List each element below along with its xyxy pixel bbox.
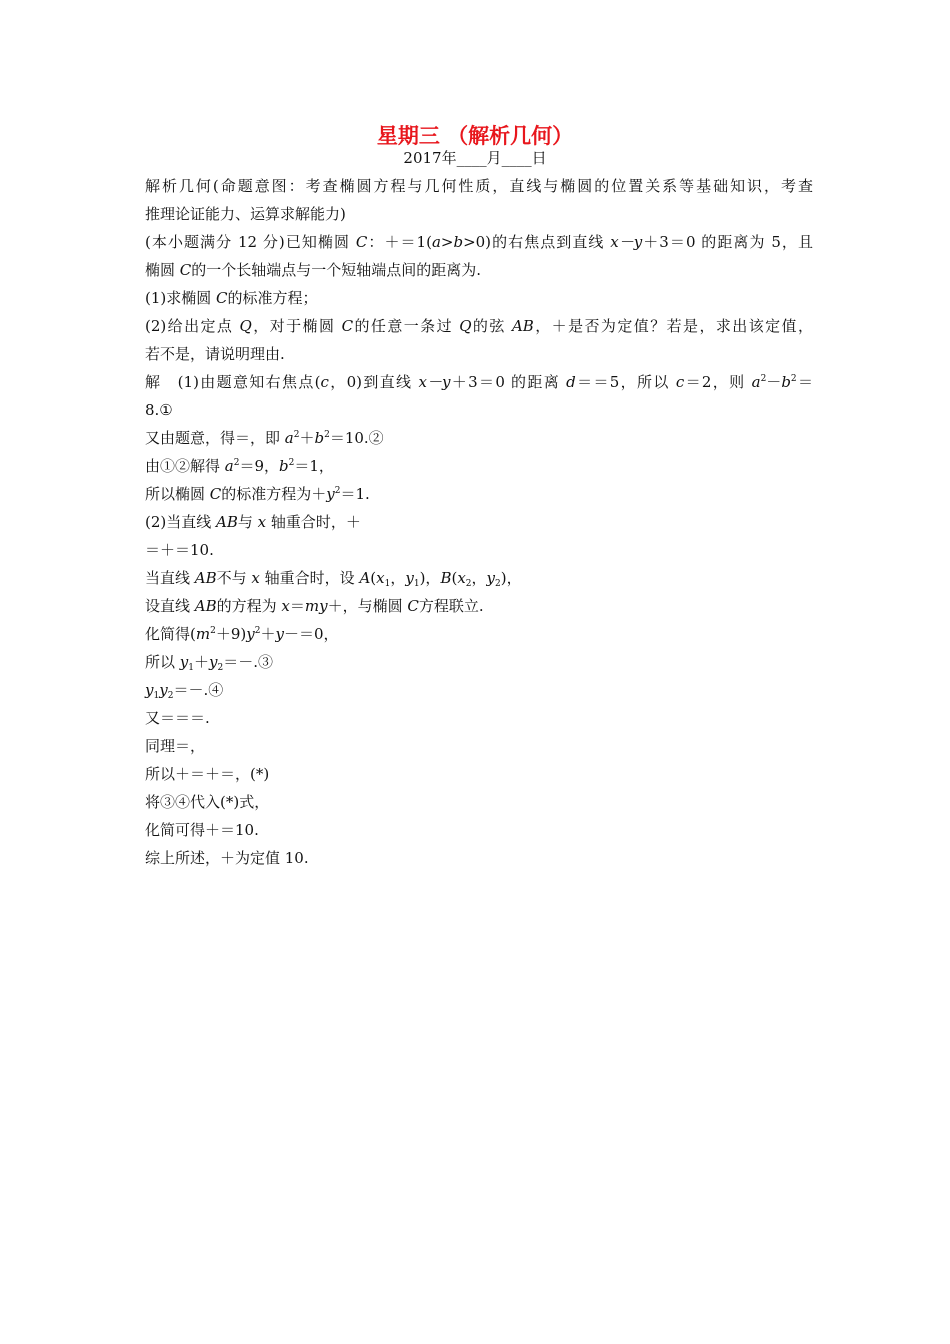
text: (1)求椭圆 (145, 289, 217, 307)
exponent: 2 (254, 626, 261, 636)
text: ＋3＝0 的距离为 5，且 (642, 233, 813, 251)
math-var: AB (194, 569, 217, 587)
math-var: a (224, 457, 234, 475)
solution-line-2 (145, 396, 813, 424)
solution-line-16 (145, 788, 813, 816)
math-var: y (145, 681, 154, 699)
exponent: 2 (334, 486, 341, 496)
text: ， (471, 569, 487, 587)
text: 所以 (145, 653, 180, 671)
text: )， (500, 569, 522, 587)
math-var: y (209, 653, 218, 671)
math-var: c (675, 373, 685, 391)
solution-line-11 (145, 648, 813, 676)
text: 设直线 (145, 597, 195, 615)
exponent: 2 (324, 430, 330, 440)
solution-line-3 (145, 424, 813, 452)
text: 若不是，请说明理由. (145, 345, 285, 363)
exponent: 2 (288, 458, 295, 468)
text: 化简可得＋＝10. (145, 821, 259, 839)
text: ＋ (194, 653, 210, 671)
text: －＝0， (283, 625, 339, 643)
text: ( (451, 569, 458, 587)
text: 由①②解得 (145, 457, 225, 475)
subscript: 1 (384, 579, 391, 589)
text: ＋9) (215, 625, 247, 643)
text: 的方程为 (216, 597, 282, 615)
math-var: b (314, 429, 325, 447)
math-var: x (251, 569, 260, 587)
math-var: b (781, 373, 791, 391)
text: ， (390, 569, 406, 587)
exponent: 2 (293, 430, 300, 440)
solution-line-18 (145, 844, 813, 872)
math-var: B (440, 569, 452, 587)
text: 椭圆 (145, 261, 180, 279)
question-2-line-1 (145, 312, 813, 340)
date-line: 2017年____月____日 (403, 149, 547, 167)
math-var: C (209, 485, 222, 503)
text: (本小题满分 12 分)已知椭圆 (145, 233, 356, 251)
math-var: y (179, 653, 189, 671)
text: 的任意一条过 (353, 317, 460, 335)
text: 当直线 (145, 569, 195, 587)
text: ＝1. (340, 485, 370, 503)
math-var: C (407, 597, 419, 615)
solution-line-13 (145, 704, 813, 732)
text: 8.① (145, 401, 173, 419)
math-var: y (275, 625, 284, 643)
solution-line-4 (145, 452, 813, 480)
math-var: y (326, 485, 335, 503)
math-var: y (405, 569, 414, 587)
exponent: 2 (210, 626, 216, 636)
text: ＝＝5，所以 (575, 373, 676, 391)
math-var: C (216, 289, 228, 307)
math-var: a (751, 373, 761, 391)
math-var: C (355, 233, 368, 251)
text: 方程联立. (418, 597, 484, 615)
text: ＝1， (294, 457, 334, 475)
math-var: y (246, 625, 255, 643)
solution-line-1 (145, 368, 813, 396)
text: ＝2，则 (684, 373, 752, 391)
text: 与 (237, 513, 258, 531)
text: ＋ (299, 429, 315, 447)
text: 不与 (216, 569, 252, 587)
text: (2)给出定点 (145, 317, 240, 335)
math-var: y (159, 681, 168, 699)
text: ＝ (796, 373, 813, 391)
text: ( (370, 569, 377, 587)
math-var: d (566, 373, 576, 391)
math-var: x－y (610, 233, 643, 251)
text: ＝＋＝10. (145, 541, 214, 559)
text: ＝9， (239, 457, 280, 475)
solution-line-9 (145, 592, 813, 620)
solution-line-7 (145, 536, 813, 564)
problem-line-1 (145, 228, 813, 256)
math-var: my (304, 597, 328, 615)
subscript: 2 (217, 663, 224, 673)
math-var: C (341, 317, 354, 335)
math-var: a (284, 429, 294, 447)
text: ，0)到直线 (328, 373, 419, 391)
math-var: c (320, 373, 329, 391)
solution-line-8 (145, 564, 813, 592)
text: ：＋＝1( (367, 233, 432, 251)
text: 解 (1)由题意知右焦点( (145, 373, 321, 391)
text: ＝－.③ (223, 653, 274, 671)
text: (2)当直线 (145, 513, 217, 531)
subscript: 2 (465, 579, 472, 589)
math-var: AB (194, 597, 217, 615)
math-var: y (486, 569, 496, 587)
text: 化简得( (145, 625, 196, 643)
math-var: x－y (418, 373, 451, 391)
text: )， (419, 569, 441, 587)
math-var: x (457, 569, 466, 587)
math-var: A (359, 569, 371, 587)
text: 轴重合时，＋ (266, 513, 361, 531)
document-body (145, 172, 813, 872)
solution-line-14 (145, 732, 813, 760)
text: 综上所述，＋为定值 10. (145, 849, 309, 867)
intro-line-2 (145, 200, 813, 228)
page-title: 星期三 （解析几何） (376, 124, 574, 148)
text: ＝－.④ (173, 681, 224, 699)
subscript: 1 (413, 579, 420, 589)
solution-line-17 (145, 816, 813, 844)
intro-text: 解析几何(命题意图：考查椭圆方程与几何性质，直线与椭圆的位置关系等基础知识，考查 (145, 177, 813, 195)
text: 的标准方程为＋ (221, 485, 327, 503)
text: ＝ (289, 597, 305, 615)
text: 的弦 (471, 317, 512, 335)
problem-line-2 (145, 256, 813, 284)
text: 又＝＝＝. (145, 709, 210, 727)
math-var: Q (239, 317, 252, 335)
text: 的标准方程； (227, 289, 318, 307)
text: 0)的右焦点到直线 (475, 233, 611, 251)
text: 轴重合时，设 (259, 569, 360, 587)
text: 将③④代入(*)式， (145, 793, 270, 811)
solution-line-5 (145, 480, 813, 508)
solution-line-6 (145, 508, 813, 536)
math-var: b (279, 457, 289, 475)
text: ＋，与椭圆 (327, 597, 408, 615)
math-var: C (179, 261, 192, 279)
math-var: AB (511, 317, 534, 335)
exponent: 2 (233, 458, 240, 468)
subscript: 2 (495, 579, 501, 589)
solution-line-10 (145, 620, 813, 648)
math-var: x (281, 597, 290, 615)
subscript: 1 (153, 691, 160, 701)
text: 同理＝， (145, 737, 206, 755)
intro-line-1 (145, 172, 813, 200)
text: 又由题意，得＝，即 (145, 429, 285, 447)
text: 所以椭圆 (145, 485, 210, 503)
math-var: x (376, 569, 385, 587)
math-var: x (257, 513, 267, 531)
math-var: AB (216, 513, 238, 531)
text: 的一个长轴端点与一个短轴端点间的距离为. (191, 261, 482, 279)
exponent: 2 (790, 374, 797, 384)
text: ＋3＝0 的距离 (450, 373, 567, 391)
text: ，＋是否为定值？若是，求出该定值， (533, 317, 813, 335)
text: － (766, 373, 782, 391)
text: ＝10.② (329, 429, 384, 447)
intro-text: 推理论证能力、运算求解能力) (145, 205, 346, 223)
text: ，对于椭圆 (251, 317, 342, 335)
solution-line-15 (145, 760, 813, 788)
math-var: Q (459, 317, 472, 335)
solution-line-12 (145, 676, 813, 704)
question-2-line-2 (145, 340, 813, 368)
math-var: a>b> (431, 233, 476, 251)
question-1 (145, 284, 813, 312)
math-var: m (195, 625, 211, 643)
subscript: 1 (188, 663, 194, 673)
text: ＋ (260, 625, 276, 643)
text: 所以＋＝＋＝，(*) (145, 765, 270, 783)
subscript: 2 (167, 691, 174, 701)
exponent: 2 (760, 374, 767, 384)
